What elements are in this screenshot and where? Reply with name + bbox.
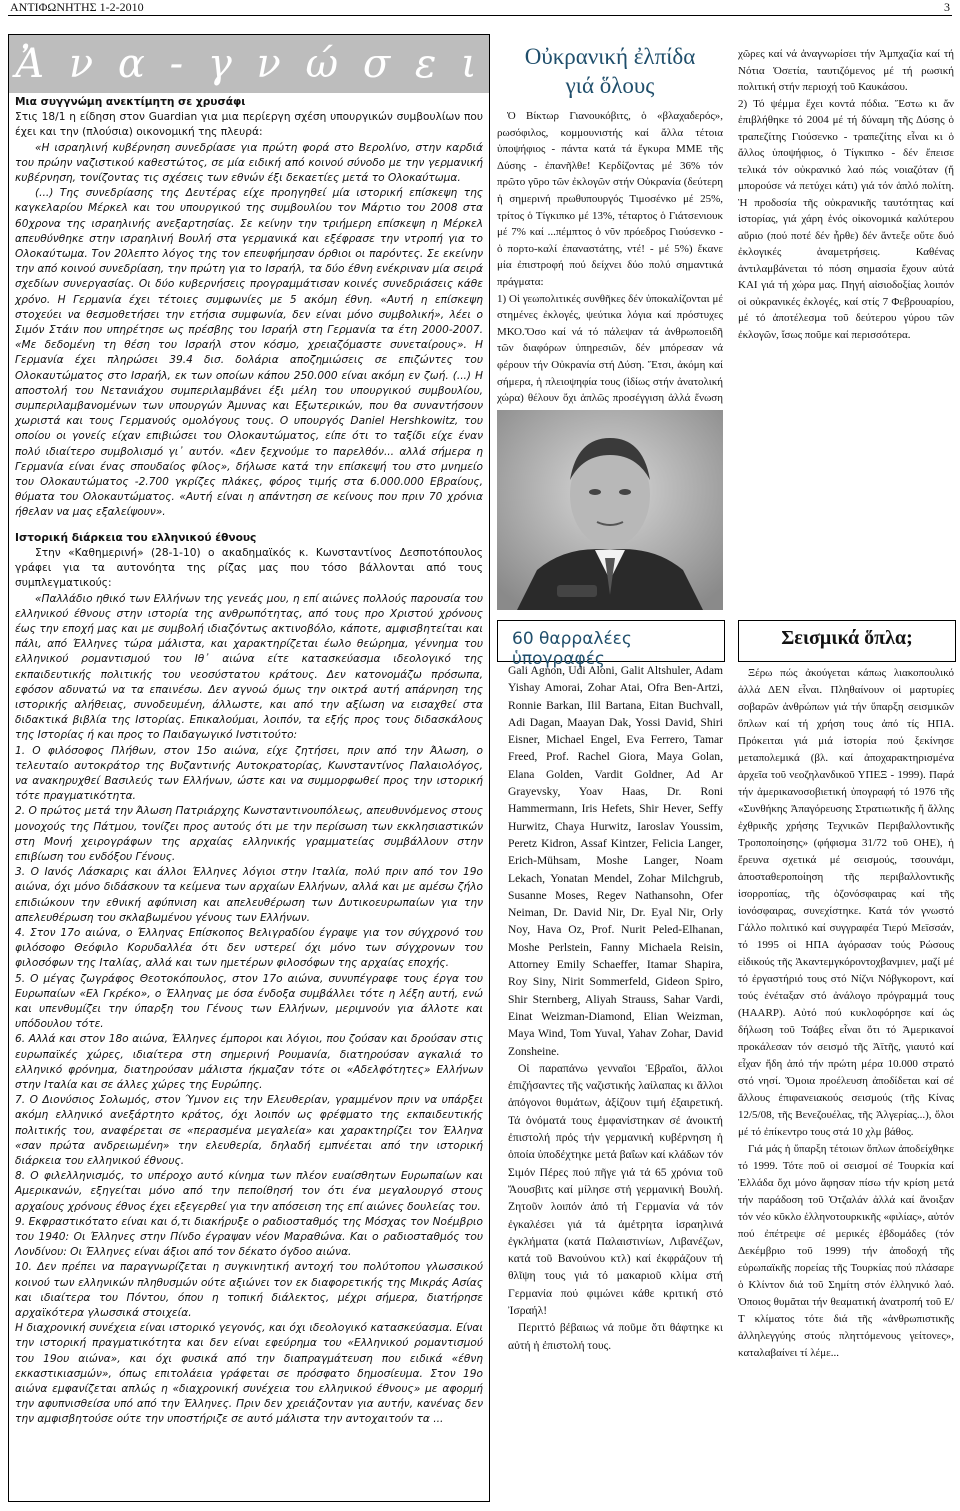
article-paragraph: Οἱ παραπάνω γενναῖοι Ἑβραῖοι, ἄλλοι ἐπιζήσαντες τῆς ναζιστικής λαίλαπας κι ἄλλοι ἀπόγονοι θυμάτων, ἀξίζουν τιμή ἐξαιρετική. Τά ὀνόματά τους ἐμφανίστηκαν σέ ἀνοικτή ἐπιστολή πρός τήν γερμανική κυβέρνηση ἡ ὁποία ὑποδέχτηκε μετά βαΐων καί κλάδων τόν Σιμόν Πέρες πού πῆγε γιά τά 65 χρόνια τοῦ Ἄουσβιτς καί μίλησε στή γερμανική Βουλή. Ζητοῦν λοιπόν ἀπό τή Γερμανία νά τόν ἐγκαλέσει γιά τά ἀμέτρητα ἰσραηλινά ἐγκλήματα (κατά Παλαιστινίων, Λιβανέζων, κατά τοῦ Βανούνου κτλ) καί ἐκφράζουν τή θλῖψη τους γιά τό μακαριοῦ κλίμα στή Γερμανία πού φιμώνει κάθε κριτική στό Ἰσραήλ! [508, 1061, 723, 1317]
article-paragraph: 2) Τό ψέμμα ἔχει κοντά πόδια. Ἔστω κι ἄν ἐπιβλήθηκε τό 2004 μέ τή δύναμη τῆς Δύσης ὁ τραπεζίτης Γιούσενκο - τραπεζίτης εἶναι κι ὁ ἄλλος ὑποψήφιος, ὁ Τίγκιπκο - δέν ἔπεισε τελικά τόν οὐκρανικό λαό πώς νοιαζόταν (ἤ μπορούσε νά πετύχει κάτι) γιά τόν ἁπλό πολίτη. Ἡ προδοσία τῆς οὐκρανικῆς ταυτότητας καί ἱστορίας, γιά χάρη ἑνός οἰκονομικά καλύτερου αὔριο (πού ποτέ δέν ἦρθε) δέν ἄντεξε οὔτε δυό ἐκλογικές ἀναμετρήσεις. Καθένας ἀντιλαμβάνεται τό πόση σημασία ἔχουν αὐτά ΚΑΙ γιά τή χώρα μας. Πηγή αἰσιοδοξίας λοιπόν οἱ οὐκρανικές ἐκλογές, καί στίς 7 Φεβρουαρίου, μέ τό ἀποτέλεσμα τοῦ δεύτερου γύρου τῶν ἐκλογῶν, ἴσως ποῦμε καί περισσότερα. [738, 97, 954, 341]
header-rule [8, 15, 952, 16]
portrait-image [497, 410, 723, 610]
ukraine-article-continued [738, 46, 954, 343]
list-item: 8. Ο φιλελληνισμός, το υπέροχο αυτό κίνημα των πλέον ευαίσθητων Ευρωπαίων και Αμερικανών, εξηγείται μόνο από την πεποίθησή τον ότι ένα μεγαλουργό στους αρχαίους χρόνους έθνος έχει εξεγερθεί για την απόσειση της επί αιώνες δουλείας του. [15, 1170, 483, 1213]
ukraine-article [497, 34, 723, 473]
closing-paragraph: Η διαχρονική συνέχεια είναι ιστορικό γεγονός, και όχι ιδεολογικό κατασκεύασμα. Είναι την ιστορική πραγματικότητα και δεν είναι εφεύρημα του «Ελληνικού ρομαντισμού του 19ου αιώνα», και όχι φυσικά από την διαπραγμάτευση που ειδικά «έθνη εκκαστικιασμών», όπως επιτολάεια γράφεται σε πρόσφατο δημοσίευμα. Στον 19ο αιώνα εμφανίζεται απλώς η «διαχρονική συνέχεια του ελληνικού έθνους» με αφορμή την αφυπνισθείσα υπό από την Έλληνες. Πριν δεν χρειάζονταν για αυτήν, κανένας δεν την αμφισβητούσε ούτε την υποστήριζε σε αυτό μάλιστα την αντοχαιτούν τα ... [15, 1322, 483, 1426]
article-paragraph: Γιά μάς ἡ ὕπαρξη τέτοιων ὅπλων ἀποδείχθηκε τό 1999. Τότε ποῦ οἱ σεισμοί σέ Τουρκία καί Ἑλλάδα ὄχι μόνο ἄφησαν πίσω τήν κρίση μετά τήν παράδοση τοῦ Ὀτζαλάν ἀλλά καί ἄνοιξαν τόν νέο κῦκλο ἑλληνοτουρκικῆς «φιλίας», αὐτόν πού ἐπέτρεψε σέ μερικές ἑβδομάδες (τόν Δεκέμβριο τοῦ 1999) τήν ἀποδοχή τῆς εὐρωπαϊκῆς πορείας τῆς Τουρκίας πού πλάσαρε ὁ Κλίντον διά τοῦ Σημίτη στόν ἑλληνικό λαό. Ὁποιος θυμᾶται τήν θεαματική ἀνατροπή τοῦ Ε/Τ κλίματος τότε διά τῆς «ἀνθρωπιστικῆς ἀλληλεγγύης στούς πληττόμενους γείτονες», καταλαβαίνει τί λέμε... [738, 1143, 954, 1359]
list-item: 4. Στον 17ο αιώνα, ο Έλληνας Επίσκοπος Βελιγραδίου έγραψε για τον σύγχρονό του φιλόσοφο Θεόφιλο Κορυδαλλέα ότι δεν υστερεί όχι μόνο των σύγχρονων του φιλοσόφων της Ιταλίας, αλλά και των ημετέρων φιλοσόφων της αρχαίας εποχής. [15, 926, 483, 970]
header-left: ΑΝΤΙΦΩΝΗΤΗΣ 1-2-2010 [10, 0, 144, 14]
list-item: 3. Ο Ιανός Λάσκαρις και άλλοι Έλληνες λόγιοι στην Ιταλία, πολύ πριν από τον 19ο αιώνα, όχι μόνο διδάσκουν τα κείμενα των αρχαίων Ελλήνων, αλλά και με αμέσω ζήλο επιδιώκουν την εθνική αφύπνιση και απελευθέρωση των Δυτικοευρωπαίων για την απελευθέρωση του σκλαβωμένου γένους των Ελλήνων. [15, 866, 483, 924]
intro-paragraph: Στις 18/1 η είδηση στον Guardian για μια περίεργη σχέση υπουργικών συμβουλίων που έχει και την (πλούσια) οικονομική της πλευρά: [15, 111, 483, 139]
quote-paragraph: «Η ισραηλινή κυβέρνηση συνεδρίασε για πρώτη φορά στο Βερολίνο, στην καρδιά του πρώην ναζιστικού καθεστώτος, σε μία ειδική από κοινού σύνοδο με την γερμανική κυβέρνηση, τονίζοντας τις σχέσεις των εθνών έξι δεκαετίες μετά το Ολοκαύτωμα. [15, 141, 483, 185]
list-item: 7. Ο Διονύσιος Σολωμός, στον Ύμνον εις την Ελευθερίαν, γραμμένον πριν να υπάρξει ακόμη ελληνικό ανεξάρτητο κράτος, όχι λοιπόν ως φρέφματο της εκπαιδευτικής πολιτικής του, αναφέρεται σε «περασμένα μεγαλεία» και χαρακτηρίζει τον Έλληνα «σαν πρώτα ανδρειωμένη» την ελευθερία, δηλαδή εμπνέεται από την ιστορική διάρκεια του ελληνικού έθνους. [15, 1094, 483, 1168]
title-line: γιά ὅλους [565, 73, 655, 98]
list-item: 1. Ο φιλόσοφος Πλήθων, στον 15ο αιώνα, είχε ζητήσει, πριν από την Άλωση, ο τελευταίο αυτοκράτορ της Βυζαντινής Αυτοκρατορίας, Κωνσταντίνος Παλαιολόγος, να ανακηρυχθεί Βασιλεύς των Ελλήνων, ώστε και να συμμορφωθεί προς την ιστορική τότε πραγματικότητα. [15, 744, 483, 803]
quote-paragraph: «Παλλάδιο ηθικό των Ελλήνων της γενεάς μου, η επί αιώνες πολλούς παρουσία του ελληνικού έθνους στην ιστορία της ανθρωπότητας, από τους προ Χριστού χρόνους έως την εποχή μας και με συμβολή ιδιαζόντως ακτινοβόλο, κάποτε, αμφισβητείται και πάλι, από Έλληνες τώρα μάλιστα, και χαρακτηρίζεται έωλο θεώρημα, γέννημα του ελληνικού ρομαντισμού του Ιθ᾽ αιώνα είτε κατασκεύασμα ιδεολογικό της εκπαιδευτικής πολιτικής του νεοσύστατου κράτους. Δεν κατονομάζω πρόσωπα, εφόσον αδυνατώ να τα επαινέσω. Δεν αγνοώ όμως την οικτρά αυτή απάρνηση της ιστορικής αλήθειας, συνοδευμένη, άλλωστε, και από την αξίωση να εισαχθεί στα διδακτικά βιβλία της Ιστορίας. Επικαλούμαι, λοιπόν, τα εξής προς τους διδασκάλους της Ιστορίας ή και προς το Παιδαγωγικό Ινστιτούτο: [15, 592, 483, 742]
seismic-weapons-box [738, 620, 956, 662]
article-paragraph: 1) Οἱ γεωπολιτικές συνθῆκες δέν ὑποκαλίζονται μέ στημένες ἐκλογές, ψεύτικα λόγια καί πρόστυχες ΜΚΟ.Ὅσο καί νά τό πάλεψαν τά ἀνθρωποειδῆ τῶν διαφόρων ὑπηρεσιῶν, δέν μπόρεσαν νά φέρουν τήν Οὐκρανία στή Δύση. Ἔτσι, ἀκόμη καί σήμερα, ἡ πλειοψηφία τους (ἰδίως στήν ἀνατολική χώρα) θέλουν ὄχι ἁπλῶς προσέγγιση ἀλλά ἕνωση [497, 292, 723, 405]
signatures-box [497, 620, 725, 669]
list-item: 2. Ο πρώτος μετά την Άλωση Πατριάρχης Κωνσταντινουπόλεως, απευθυνόμενος στους μονοχούς της Πάτμου, τονίζει προς αυτούς ότι με την περίσωση των εκκλησιαστικών στη Μονή χειρογράφων της αρχαίας ελληνικής γραμματείας συμβάλλουν στην επιβίωση του ενδόξου Γένους. [15, 805, 483, 863]
list-item: 9. Εκφραστικότατο είναι και ό,τι διακήρυξε ο ραδιοσταθμός της Μόσχας τον Νοέμβριο του 1940: Οι Έλληνες στην Πίνδο έγραψαν νέον Μαραθώνα. Και ο ραδιοσταθμός του Λονδίνου: Οι Έλληνες είναι άξιοι από τον δέκατο όγδοο αιώνα. [15, 1215, 483, 1259]
list-item: 6. Αλλά και στον 18ο αιώνα, Έλληνες έμποροι και λόγιοι, που ζούσαν και δρούσαν στις ευρωπαϊκές χώρες, ιδιαίτερα στη σημερινή Ρουμανία, διατηρούσαν αγκαλιά το ελληνικό φρόνημα, διατηρούσαν μάλιστα ήκμαζαν τότε οι «Αδελφότητες» Ελλήνων στην Ιταλία και σε άλλες χώρες της Ευρώπης. [15, 1033, 483, 1091]
signatures-title: 60 θαρραλέες ὑπογραφές [512, 629, 632, 669]
title-line: Οὐκρανική ἐλπίδα [524, 44, 696, 69]
article-paragraph: Ὁ Βίκτωρ Γιανουκόβιτς, ὁ «βλαχαδερός», ρωσόφιλος, κομμουνιστής καί ἄλλα τέτοια ὑποψήφιος - πάντα κατά τά ἔγκυρα ΜΜΕ τῆς Δύσης - ἐπανῆλθε! Κερδίζοντας μέ 36% τόν πρῶτο γῦρο τῶν ἐκλογῶν στήν Οὐκρανία (δεύτερη ἡ σημερινή πρωθυπουργός Τιμοσένκο μέ 25%, τρίτος ὁ Τίγκιπκο μέ 13%, τέταρτος ὁ Γιάτσενιουκ μέ 7% καί ...πέμπτος ὁ νῦν πρόεδρος Γιούσενκο - ὁ πορτο-καλί ἐπαναστάτης, ντέ! - μέ 5%) ἔκανε μία ἐπιστροφή πού δείχνει δύο πολύ σημαντικά πράγματα: [497, 110, 723, 288]
portrait-photo [497, 410, 723, 610]
seismic-article [738, 665, 954, 1362]
list-item: 10. Δεν πρέπει να παραγνωρίζεται η συγκινητική αντοχή του πολύτοπου γλωσσικού κοινού των ελληνικών πληθυσμών ούτε αξιώνει τον εκ διαφορετικής της Μικράς Ασίας και ιδιαίτερα του Πόντου, όπου η τοπική διάλεκτος, μέχρι σήμερα, διατήρησε αρχαϊκότερα γλωσσικά στοιχεία. [15, 1261, 483, 1320]
article-paragraph: Ξέρω πώς ἀκούγεται κάπως λιακοπουλικό ἀλλά ΔΕΝ εἶναι. Πληθαίνουν οἱ μαρτυρίες σοβαρῶν ἀνθρώπων γιά τήν ὕπαρξη σεισμικῶν ὅπλων καί τή χρήση τους ἀπό τίς ΗΠΑ. Πρόκειται γιά μιά ἱστορία πού ξεκίνησε μεταπολεμικά (βλ. καί ἀποχαρακτηρισμένα ἀρχεῖα τοῦ νεοζηλανδικοῦ ΥΠΕΞ - 1999). Παρά τήν ἀμερικανοσοβιετική ὑπογραφή τό 1976 τῆς «Συνθήκης Ἀπαγόρευσης Στρατιωτικῆς ἤ ἄλλης ἐχθρικῆς χρήσης Τεχνικῶν Περιβαλλοντικῆς Τροποποίησης» (φήφισμα 31/72 τοῦ ΟΗΕ), ἡ ἔρευνα σχετικά μέ σεισμούς, τσουνάμι, ἀποσταθεροποίηση τῆς περιβαλλοντικῆς ἰσορροπίας, τῆς ὀζονόσφαιρας καί τῆς ἰονόσφαιρας, συνεχίστηκε. Κατά τόν γνωστό Γάλλο πολιτικό καί συγγραφέα Τιερύ Μεϊσσάν, τό 1995 οἱ ΗΠΑ ἀγόρασαν τούς Ρώσους εἰδικούς τῆς Ἀκαντεμγκόροντοχβανμιεν, μαζί μέ τό ἐργαστήριό τους στό Νίζνι Νόβγκοροντ, καί τούς ἐνέταξαν στό ἀνάλογο πρόγραμμά τους (HAARP). Αὐτό πού κυκλοφόρησε καί ὡς δήλωση τοῦ Τσάβες εἶναι ὅτι τό Ἀμερικανοί προκάλεσαν τόν σεισμό τῆς Ἀϊτῆς, γιαυτό καί εἶχαν ἤδη ἀπό τήν πρώτη μέρα 10.000 στρατό στό νησί. Ὅμοια προέλευση ἀποδίδεται καί σέ ἄλλους ἐπιφανειακούς σεισμούς (τῆς Κίνας 12/5/08, τῆς Βενεζουέλας, τῆς Ἀλγερίας...), ὅλοι μέ τό ἐπίκεντρο τους στά 10 χλμ βάθος. [738, 667, 954, 1138]
signatures-article [508, 662, 723, 1354]
heading-continuity: Ιστορική διάρκεια του ελληνικού έθνους [15, 531, 257, 544]
names-list: Gali Agnon, Udi Aloni, Galit Altshuler, Adam Yishay Amorai, Zohar Atai, Ofra Ben-Artzi, Ronnie Barkan, Ilil Bartana, Eitan Buchvall, Adi Dagan, Maayan Dak, Yossi David, Shiri Eisner, Michael Engel, Eva Ferrero, Tamar Freed, Prof. Rachel Giora, Maya Golan, Elana Golden, Vardit Goldner, Ad Ar Grayevsky, Yoav Haas, Dr. Roni Hammermann, Iris Hefets, Shir Hever, Seffy Hurwitz, Chaya Hurwitz, Iaroslav Youssim, Peretz Kidron, Assaf Kintzer, Felicia Langer, Erich-Mühsam, Moshe Langer, Noam Lekach, Yonatan Mendel, Zohar Milchgrub, Susanne Moses, Regev Nathansohn, Ofer Neiman, Dr. David Nir, Dr. Eyal Nir, Orly Noy, Hava Oz, Prof. Nurit Peled-Elhanan, Moshe Perlstein, Fanny Michaela Reisin, Attorney Emily Schaeffer, Itamar Shapira, Roy Siny, Nirit Sommerfeld, Gideon Spiro, Shir Sternberg, Aliyah Strauss, Sahar Vardi, Einat Weizman-Diamond, Elian Weizman, Maya Wind, Tom Yuval, Yahav Zohar, David Zonsheine. [508, 664, 723, 1058]
quote-paragraph: (...) Της συνεδρίασης της Δευτέρας είχε προηγηθεί μία ιστορική επίσκεψη της καγκελαρίου Μέρκελ και του υπουργικού της συμβουλίου τον Μάρτιο του 2008 στα 60χρονα της ισραηλινής ανεξαρτησίας. Σε κείνην την τριήμερη επίσκεψη η Μέρκελ απευθύνθηκε στην ισραηλινή Βουλή στα γερμανικά και εξέφρασε την ντροπή για το Ολοκαύτωμα. Τον 20λεπτο λόγος της τον επευφήμησαν όρθιοι οι παρόντες. Σε εκείνην την από κοινού συνεδρίαση, την πρώτη για το Ισραήλ, τα δύο έθνη ενέκριναν μία σειρά σχεδίων συνεργασίας. Οι δύο κυβερνήσεις προγραμμάτισαν κοινές συνεδριάσεις κάθε χρόνο. Η Γερμανία έχει τέτοιες συμφωνίες με 5 ακόμη έθνη. «Αυτή η επίσκεψη στοχεύει να θεσμοθετήσει την ετήσια συμφωνία, δεν είναι μόνο συμβολική», λέει ο Σιμόν Στάιν που υπηρέτησε ως πρέσβης του Ισραήλ στη Γερμανία τα έτη 2000-2007. «Με δεδομένη τη θέση του Ισραήλ στον κόσμο, χρειαζόμαστε συνεταίρους». Η Γερμανία έχει πληρώσει 39.4 δισ. δολάρια αποζημιώσεις σε επιζώντες του Ολοκαυτώματος στο Ισραήλ, εκ των οποίων κάπου 250.000 είναι ακόμη εν ζωή. (...) Η αποστολή του Νετανιάχου συμπεριλαμβάνει έξι μέλη του υπουργικού συμβουλίου, συμπεριλαμβανομένων των υπουργών Άμυνας και Εξωτερικών, που θα συναντήσουν χωριστά και τους Γερμανούς ομολόγους τους. Ο υπουργός Daniel Hershkowitz, του οποίου οι γονείς είχαν επιβιώσει του Ολοκαυτώματος, είπε ότι το ταξίδι είχε έναν πολύ ιδιαίτερο συμβολισμό γι᾽ αυτόν. «Δεν ξεχνούμε το παρελθόν... αλλά σήμερα η Γερμανία είναι ένας σπουδαίος φίλος», δήλωσε κατά την επίσκεψή του στο μνημείο του Ολοκαυτώματος -2.700 γκρίζες πλάκες, φόρος τιμής στα 6.000.000 Εβραίους, θύματα του Ολοκαυτώματος. «Αυτή είναι η απάντηση σε κείνους που πριν 70 χρόνια ήθελαν να μας εξαλείψουν». [15, 187, 483, 519]
anagnoseis-box [8, 34, 490, 1502]
heading-apology: Μια συγγνώμη ανεκτίμητη σε χρυσάφι [15, 96, 246, 108]
list-item: 5. Ο μέγας ζωγράφος Θεοτοκόπουλος, στον 17ο αιώνα, συνυπέγραφε τους έργα του Ευρωπαίων «Ελ Γκρέκο», ο Έλληνας με όσα ένδοξα συμβάλλει τότε η λέξη αυτή, ενώ και υπενθυμίζει την ύπαρξη του Γένους των Ελλήνων, μεριμνούν για άλλοτε και υπόδουλου τότε. [15, 972, 483, 1031]
article-paragraph: Περιττό βέβαιως νά ποῦμε ὅτι θάφτηκε κι αὐτή ἡ ἐπιστολή τους. [508, 1321, 723, 1352]
page-header [10, 0, 950, 14]
seismic-title: Σεισμικά ὅπλα; [781, 627, 913, 649]
article-paragraph: χῶρες καί νά ἀναγνωρίσει τήν Ἀμπχαζία καί τή Νότια Ὀσετία, ταυτιζόμενος μέ τή ρωσική πολιτική στήν περιοχή τοῦ Καυκάσου. [738, 48, 954, 93]
intro-paragraph: Στην «Καθημερινή» (28-1-10) ο ακαδημαϊκός κ. Κωνσταντίνος Δεσποτόπουλος γράφει για τα αυτονόητα της ρίζας μας που τόσο βάλλονται από τους συμπλεγματικούς: [15, 546, 483, 590]
banner-title: Ἀ ν α - γ ν ώ σ ε ι ς [15, 41, 483, 133]
article-title [497, 42, 723, 100]
anagnoseis-text [15, 95, 483, 1428]
page-number: 3 [944, 0, 950, 14]
